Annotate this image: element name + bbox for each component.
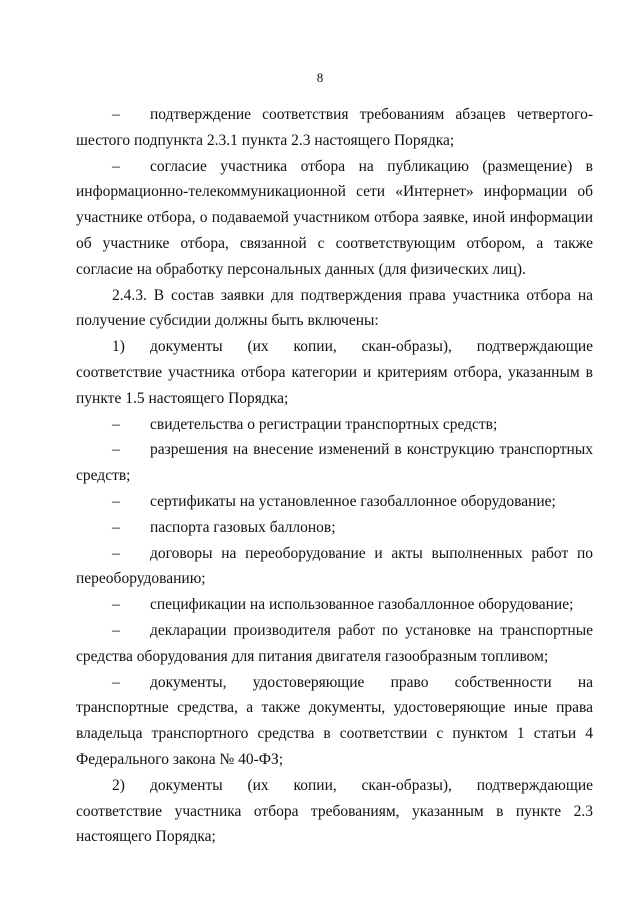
list-item	[76, 437, 593, 489]
list-item-text: спецификации на использованное газобаллонное оборудование;	[150, 596, 574, 614]
list-item	[76, 541, 593, 593]
list-item	[76, 592, 593, 618]
list-item	[76, 515, 593, 541]
list-item-text: паспорта газовых баллонов;	[150, 518, 336, 536]
list-item-text: согласие участника отбора на публикацию (размещение) в информационно-телекоммуникационной сети «Интернет» информации об участнике отбора, о подаваемой участником отбора заявке, иной информации об участнике отбора, связанной с соответствующим отбором, а также согласие на обработку персональных данных (для физических лиц).	[76, 157, 593, 278]
list-marker: –	[112, 673, 120, 691]
list-item	[76, 618, 593, 670]
list-item	[76, 670, 593, 773]
list-marker: –	[112, 415, 120, 433]
list-marker: 2)	[112, 776, 125, 794]
paragraph-text: 2.4.3. В состав заявки для подтверждения права участника отбора на получение субсидии должны быть включены:	[76, 286, 593, 330]
list-item	[76, 102, 593, 154]
list-item-text: свидетельства о регистрации транспортных средств;	[150, 415, 498, 433]
list-marker: –	[112, 518, 120, 536]
document-body	[76, 102, 593, 850]
section-paragraph	[76, 283, 593, 335]
page-number: 8	[316, 70, 324, 85]
list-item-text: документы, удостоверяющие право собственности на транспортные средства, а также документы, удостоверяющие иные права владельца транспортного средства в соответствии с пунктом 1 статьи 4 Федерального закона № 40-ФЗ;	[76, 673, 593, 768]
list-item	[76, 773, 593, 850]
list-marker: –	[112, 621, 120, 639]
list-item-text: декларации производителя работ по установке на транспортные средства оборудования для питания двигателя газообразным топливом;	[76, 621, 593, 665]
list-marker: –	[112, 492, 120, 510]
list-item-text: документы (их копии, скан-образы), подтверждающие соответствие участника отбора требованиям, указанным в пункте 2.3 настоящего Порядка;	[76, 776, 593, 846]
list-marker: –	[112, 544, 120, 562]
list-item	[76, 334, 593, 411]
list-marker: 1)	[112, 338, 125, 356]
list-item-text: договоры на переоборудование и акты выполненных работ по переоборудованию;	[76, 544, 593, 588]
list-marker: –	[112, 157, 120, 175]
list-item	[76, 489, 593, 515]
list-item-text: подтверждение соответствия требованиям абзацев четвертого-шестого подпункта 2.3.1 пункта 2.3 настоящего Порядка;	[76, 106, 593, 149]
list-item-text: разрешения на внесение изменений в конструкцию транспортных средств;	[76, 441, 593, 485]
list-marker: –	[112, 441, 120, 459]
list-item-text: сертификаты на установленное газобаллонное оборудование;	[150, 492, 556, 510]
list-marker: –	[112, 596, 120, 614]
list-item	[76, 154, 593, 283]
list-item-text: документы (их копии, скан-образы), подтверждающие соответствие участника отбора категории и критериям отбора, указанным в пункте 1.5 настоящего Порядка;	[76, 338, 593, 407]
list-marker: –	[112, 106, 120, 123]
list-item	[76, 412, 593, 438]
